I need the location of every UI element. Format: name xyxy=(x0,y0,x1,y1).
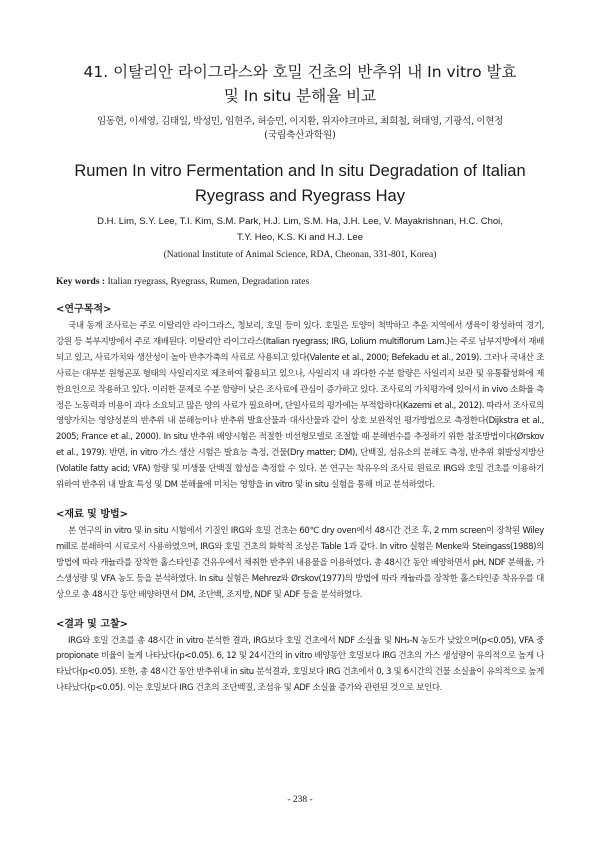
english-authors xyxy=(56,214,544,246)
english-title xyxy=(56,159,544,209)
korean-affiliation: (국립축산과학원) xyxy=(264,130,336,141)
english-affiliation: (National Institute of Animal Science, RDA, Cheonan, 331-801, Korea) xyxy=(163,250,437,260)
section-body-methods: 본 연구의 in vitro 및 in situ 시험에서 기질인 IRG와 호밀 건초는 60℃ dry oven에서 48시간 건조 후, 2 mm screen이 장착된 Wiley mill로 분쇄하여 시료로서 사용하였으며, IRG와 호밀 건초의 화학적 조성은 Table 1과 같다. In vitro 실험은 Menke와 Steingass(1988)의 방법에 따라 캐뉼라를 장착한 홀스타인종 건유우에서 채취한 반추위 내용물을 이용하였다. 총 48시간 동안 배양하면서 pH, NDF 분해율, 가스생성량 및 VFA 농도 등을 분석하였다. In situ 실험은 Mehrez와 Ørskov(1977)의 방법에 따라 캐뉼라를 장착한 홀스타인종 착유우를 대상으로 총 48시간 동안 배양하면서 DM, 조단백, 조지방, NDF 및 ADF 등을 분석하였다. xyxy=(56,525,544,600)
korean-title xyxy=(56,60,544,108)
section-heading-objective: <연구목적> xyxy=(56,304,112,315)
korean-authors: 임동현, 이세영, 김태일, 박성민, 임현주, 허승민, 이지환, 위자야크마르, 최희철, 허태영, 기광석, 이현정 xyxy=(96,116,504,127)
section-heading-methods: <재료 및 방법> xyxy=(56,508,129,520)
section-body-objective: 국내 동계 조사료는 주로 이탈리안 라이그라스, 청보리, 호밀 등이 있다. 호밀은 토양이 척박하고 추운 지역에서 생육이 왕성하여 경기, 강원 등 북부지방에서 주로 재배된다. 이탈리안 라이그라스(Italian ryegrass; IRG, Lolium multiflorum Lam.)는 주로 남부지방에서 재배되고 있고, 사료가치와 생산성이 높아 반추가축의 사료로 사용되고 있다(Valente et al., 2000; Befekadu et al., 2019). 그러나 국내산 조사료는 대부분 원형곤포 형태의 사일리지로 제조하여 활용되고 있으나, 사일리지 내 과다한 수분 함량은 사일리지 보관 및 유통활성화에 제한요인으로 작용하고 있다. 이러한 문제로 수분 함량이 낮은 조사료에 관심이 증가하고 있다. 조사료의 가치평가에 있어서 in vivo 소화율 측정은 노동력과 비용이 과다 소요되고 많은 양의 사료가 필요하며, 단일사료의 평가에는 부적합하다(Kazemi et al., 2012). 따라서 조사료의 영양가치는 영양성분의 반추위 내 분해능이나 반추위 발효산물과 대사산물과 같이 상호 보완적인 평가방법으로 측정한다(Dijkstra et al., 2005; France et al., 2000). In situ 반추위 배양시험은 적절한 비선형모델로 조절할 때 분해변수를 추정하기 위한 참조방법이다(Ørskov et al., 1979). 반면, in vitro 가스 생산 시험은 발효능 측정, 건물(Dry matter; DM), 단백질, 섬유소의 분해도 측정, 반추위 휘발성지방산(Volatile fatty acid; VFA) 함량 및 미생물 단백질 합성을 측정할 수 있다. 본 연구는 착유우의 조사료 원료로 IRG와 호밀 건초를 이용하기 위하여 반추위 내 발효 특성 및 DM 분해율에 미치는 영향을 in vitro 및 in situ 실험을 통해 비교 분석하였다. xyxy=(56,321,544,491)
section-body-results: IRG와 호밀 건초를 총 48시간 in vitro 분석한 결과, IRG보다 호밀 건초에서 NDF 소실율 및 NH₃-N 농도가 낮았으며(p<0.05), VFA 중 propionate 비율이 높게 나타났다(p<0.05). 6, 12 및 24시간의 in vitro 배양동안 호밀보다 IRG 건초의 가스 생성량이 유의적으로 높게 나타났다(p<0.05). 또한, 총 48시간 동안 반추위내 in situ 분석결과, 호밀보다 IRG 건초에서 0, 3 및 6시간의 건물 소실율이 유의적으로 높게 나타났다(p<0.05). 이는 호밀보다 IRG 건초의 조단백질, 조섬유 및 ADF 소실율 증가와 관련된 것으로 보인다. xyxy=(56,635,544,694)
english-authors-line1: D.H. Lim, S.Y. Lee, T.I. Kim, S.M. Park, H.J. Lim, S.M. Ha, J.H. Lee, V. Mayakrishnan, H.C. Choi, xyxy=(97,216,503,227)
english-title-line1: Rumen In vitro Fermentation and In situ Degradation of Italian xyxy=(74,162,526,180)
paper-page xyxy=(56,60,544,697)
section-heading-results: <결과 및 고찰> xyxy=(56,618,129,630)
keywords-label: Key words : xyxy=(56,277,106,287)
keywords xyxy=(56,275,544,289)
korean-title-line1: 41. 이탈리안 라이그라스와 호밀 건초의 반추위 내 In vitro 발효 xyxy=(83,63,517,81)
keywords-text: Italian ryegrass, Ryegrass, Rumen, Degradation rates xyxy=(107,277,310,287)
page-number: - 238 - xyxy=(287,795,313,805)
english-title-line2: Ryegrass and Ryegrass Hay xyxy=(194,187,405,205)
english-authors-line2: T.Y. Heo, K.S. Ki and H.J. Lee xyxy=(236,232,364,243)
korean-title-line2: 및 In situ 분해율 비교 xyxy=(223,87,377,105)
